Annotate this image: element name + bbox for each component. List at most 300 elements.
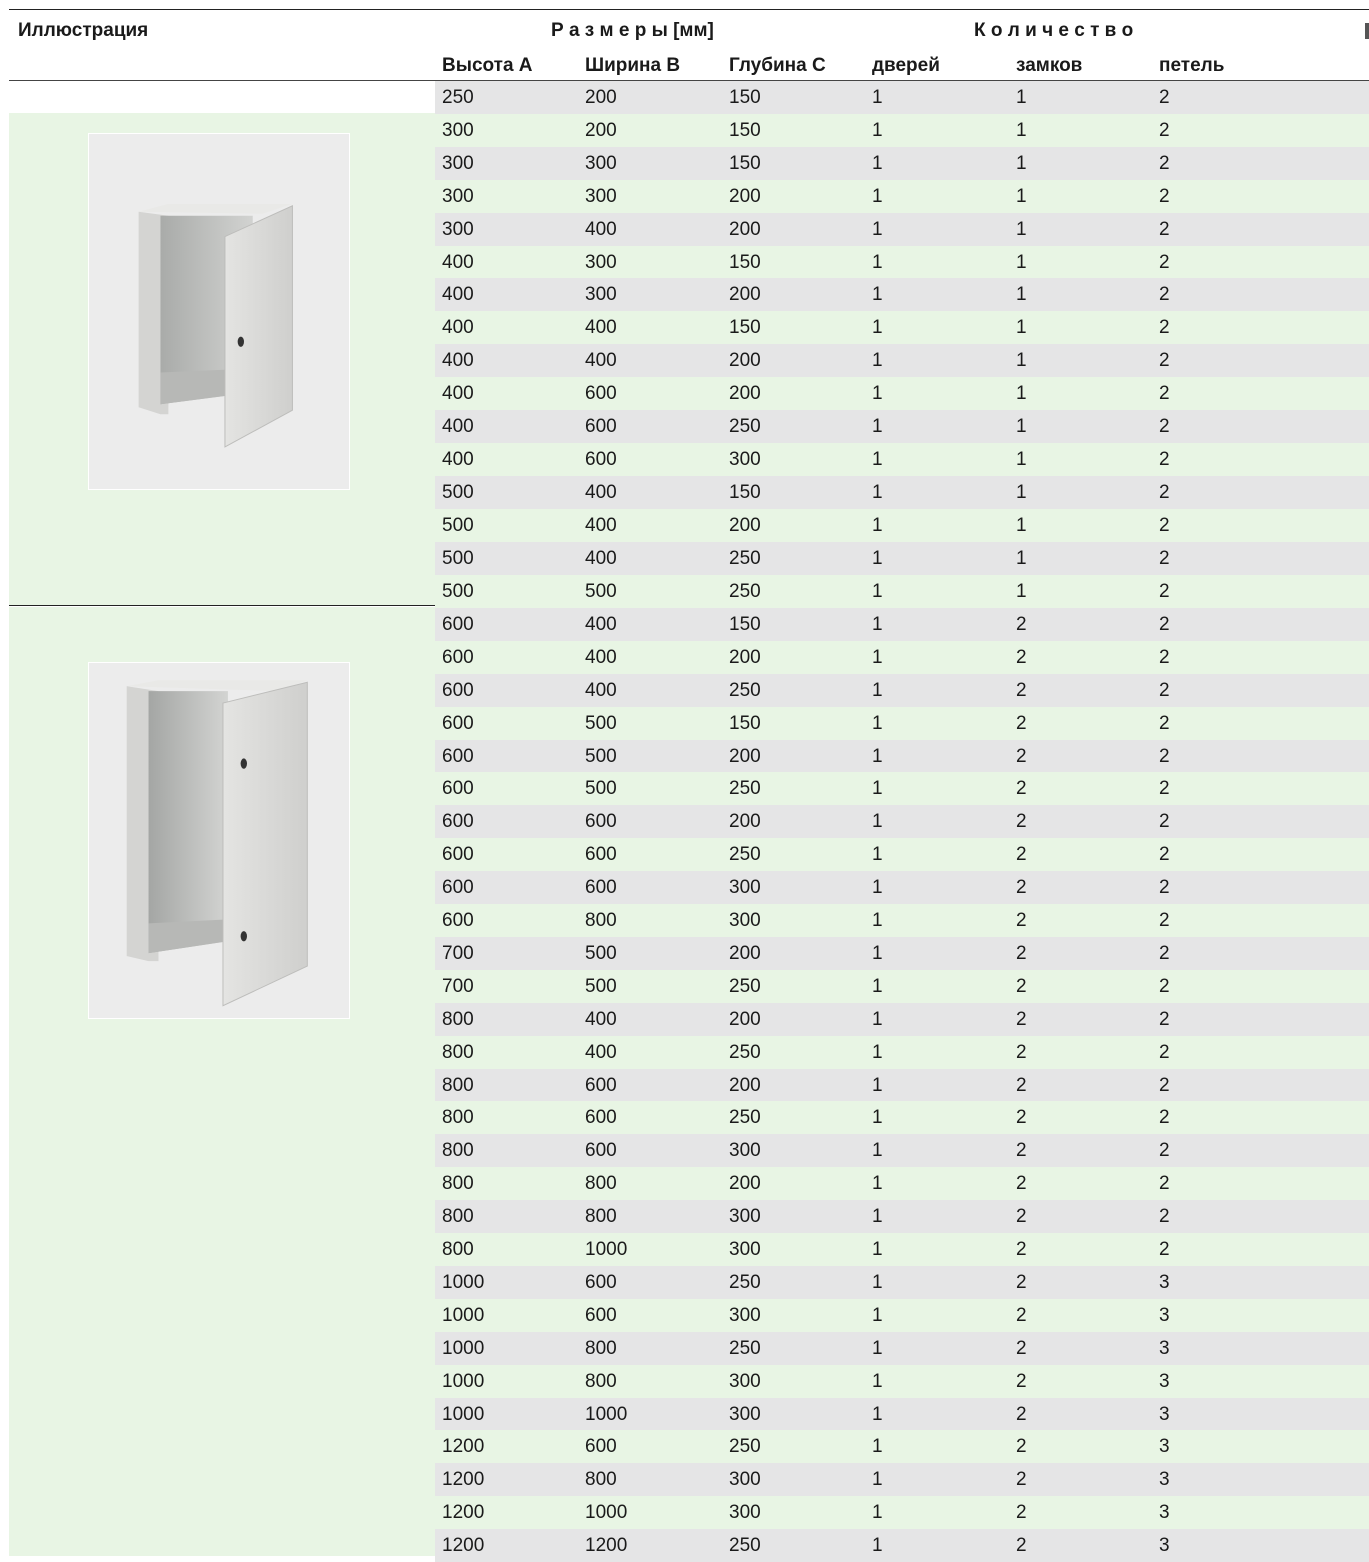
hinges-cell: 2	[1159, 547, 1170, 569]
depth-cell: 150	[729, 152, 761, 174]
doors-cell: 1	[872, 383, 883, 405]
height-cell: 600	[442, 679, 474, 701]
locks-cell: 1	[1016, 416, 1027, 437]
two-lock-cabinet-photo	[88, 662, 350, 1019]
depth-cell: 250	[729, 1271, 761, 1293]
width-cell: 400	[585, 317, 617, 339]
depth-cell: 200	[729, 1173, 761, 1195]
width-cell: 1200	[585, 1535, 628, 1557]
height-cell: 600	[442, 811, 474, 833]
doors-cell: 1	[872, 613, 883, 635]
width-cell: 800	[585, 1206, 617, 1228]
doors-cell: 1	[872, 778, 883, 800]
depth-cell: 250	[729, 778, 761, 800]
locks-cell: 2	[1016, 745, 1027, 767]
hinges-cell: 2	[1159, 580, 1170, 602]
doors-cell: 1	[872, 580, 883, 602]
height-cell: 1000	[442, 1370, 485, 1392]
hinges-cell: 3	[1159, 1535, 1170, 1557]
depth-cell: 300	[729, 448, 761, 470]
locks-cell: 2	[1016, 1206, 1027, 1228]
locks-cell: 2	[1016, 1469, 1027, 1491]
col-hinges-header: петель	[1159, 55, 1225, 76]
doors-cell: 1	[872, 1436, 883, 1458]
table-row	[435, 1233, 1369, 1266]
depth-cell: 200	[729, 218, 761, 240]
doors-cell: 1	[872, 185, 883, 207]
doors-cell: 1	[872, 646, 883, 668]
doors-cell: 1	[872, 350, 883, 372]
depth-cell: 150	[729, 481, 761, 503]
height-cell: 300	[442, 152, 474, 174]
hinges-cell: 2	[1159, 448, 1170, 470]
locks-cell: 2	[1016, 1304, 1027, 1326]
locks-cell: 1	[1016, 317, 1027, 339]
table-row	[435, 1463, 1369, 1496]
height-cell: 1000	[442, 1271, 485, 1293]
depth-cell: 200	[729, 1008, 761, 1030]
hinges-cell: 2	[1159, 1074, 1170, 1096]
width-cell: 400	[585, 218, 617, 240]
hinges-cell: 2	[1159, 1008, 1170, 1030]
depth-cell: 200	[729, 646, 761, 668]
table-row	[435, 707, 1369, 740]
table-row	[435, 377, 1369, 410]
col-dimensions-header: Р а з м е р ы [мм]	[551, 20, 714, 41]
locks-cell: 1	[1016, 383, 1027, 405]
height-cell: 600	[442, 844, 474, 866]
doors-cell: 1	[872, 448, 883, 470]
height-cell: 500	[442, 481, 474, 503]
height-cell: 700	[442, 942, 474, 964]
height-cell: 1200	[442, 1436, 485, 1458]
width-cell: 400	[585, 613, 617, 635]
locks-cell: 2	[1016, 811, 1027, 833]
doors-cell: 1	[872, 1535, 883, 1557]
doors-cell: 1	[872, 942, 883, 964]
locks-cell: 2	[1016, 1403, 1027, 1425]
doors-cell: 1	[872, 1271, 883, 1293]
doors-cell: 1	[872, 416, 883, 437]
col-width-header: Ширина B	[585, 55, 681, 76]
width-cell: 400	[585, 1041, 617, 1063]
depth-cell: 250	[729, 580, 761, 602]
height-cell: 600	[442, 745, 474, 767]
depth-cell: 200	[729, 942, 761, 964]
height-cell: 600	[442, 778, 474, 800]
depth-cell: 300	[729, 1304, 761, 1326]
doors-cell: 1	[872, 547, 883, 569]
doors-cell: 1	[872, 119, 883, 141]
doors-cell: 1	[872, 152, 883, 174]
hinges-cell: 3	[1159, 1436, 1170, 1458]
height-cell: 800	[442, 1008, 474, 1030]
table-row	[435, 871, 1369, 904]
height-cell: 600	[442, 646, 474, 668]
width-cell: 400	[585, 514, 617, 536]
width-cell: 500	[585, 975, 617, 997]
width-cell: 800	[585, 1337, 617, 1359]
hinges-cell: 2	[1159, 1239, 1170, 1260]
locks-cell: 2	[1016, 1041, 1027, 1063]
doors-cell: 1	[872, 745, 883, 767]
hinges-cell: 2	[1159, 679, 1170, 701]
hinges-cell: 2	[1159, 942, 1170, 964]
two-lock-cabinet-icon	[89, 663, 349, 1018]
locks-cell: 2	[1016, 1008, 1027, 1030]
width-cell: 600	[585, 844, 617, 866]
hinges-cell: 3	[1159, 1403, 1170, 1425]
height-cell: 500	[442, 547, 474, 569]
table-row	[435, 246, 1369, 279]
height-cell: 400	[442, 383, 474, 405]
depth-cell: 300	[729, 877, 761, 899]
hinges-cell: 2	[1159, 350, 1170, 372]
hinges-cell: 2	[1159, 383, 1170, 405]
locks-cell: 2	[1016, 646, 1027, 668]
depth-cell: 250	[729, 1041, 761, 1063]
height-cell: 300	[442, 185, 474, 207]
hinges-cell: 2	[1159, 1107, 1170, 1129]
hinges-cell: 2	[1159, 975, 1170, 997]
table-row	[435, 278, 1369, 311]
locks-cell: 1	[1016, 87, 1027, 108]
locks-cell: 2	[1016, 679, 1027, 701]
height-cell: 800	[442, 1206, 474, 1228]
height-cell: 800	[442, 1239, 474, 1260]
doors-cell: 1	[872, 1140, 883, 1162]
width-cell: 500	[585, 712, 617, 734]
width-cell: 400	[585, 646, 617, 668]
doors-cell: 1	[872, 317, 883, 339]
locks-cell: 2	[1016, 1535, 1027, 1557]
depth-cell: 200	[729, 745, 761, 767]
locks-cell: 2	[1016, 1436, 1027, 1458]
height-cell: 800	[442, 1140, 474, 1162]
height-cell: 1000	[442, 1403, 485, 1425]
depth-cell: 200	[729, 1074, 761, 1096]
locks-cell: 2	[1016, 1337, 1027, 1359]
table-row	[435, 1134, 1369, 1167]
width-cell: 600	[585, 1271, 617, 1293]
hinges-cell: 2	[1159, 481, 1170, 503]
depth-cell: 200	[729, 514, 761, 536]
doors-cell: 1	[872, 811, 883, 833]
locks-cell: 2	[1016, 975, 1027, 997]
locks-cell: 2	[1016, 1074, 1027, 1096]
doors-cell: 1	[872, 87, 883, 108]
height-cell: 600	[442, 613, 474, 635]
table-row	[435, 213, 1369, 246]
hinges-cell: 2	[1159, 745, 1170, 767]
table-row	[435, 147, 1369, 180]
width-cell: 1000	[585, 1502, 628, 1524]
hinges-cell: 2	[1159, 646, 1170, 668]
doors-cell: 1	[872, 1469, 883, 1491]
doors-cell: 1	[872, 1502, 883, 1524]
height-cell: 300	[442, 119, 474, 141]
depth-cell: 250	[729, 1436, 761, 1458]
doors-cell: 1	[872, 218, 883, 240]
table-row	[435, 1036, 1369, 1069]
table-row	[435, 740, 1369, 773]
width-cell: 800	[585, 910, 617, 931]
top-rule	[9, 9, 1369, 10]
locks-cell: 2	[1016, 910, 1027, 931]
locks-cell: 1	[1016, 547, 1027, 569]
locks-cell: 1	[1016, 251, 1027, 273]
hinges-cell: 2	[1159, 778, 1170, 800]
doors-cell: 1	[872, 1370, 883, 1392]
width-cell: 600	[585, 1436, 617, 1458]
height-cell: 1000	[442, 1304, 485, 1326]
table-row	[435, 114, 1369, 147]
locks-cell: 1	[1016, 119, 1027, 141]
width-cell: 800	[585, 1173, 617, 1195]
width-cell: 600	[585, 1140, 617, 1162]
doors-cell: 1	[872, 712, 883, 734]
height-cell: 1200	[442, 1502, 485, 1524]
locks-cell: 1	[1016, 481, 1027, 503]
locks-cell: 2	[1016, 712, 1027, 734]
width-cell: 400	[585, 679, 617, 701]
hinges-cell: 2	[1159, 284, 1170, 306]
height-cell: 800	[442, 1173, 474, 1195]
cut-off-header-mark	[1365, 23, 1369, 39]
height-cell: 400	[442, 416, 474, 437]
hinges-cell: 3	[1159, 1469, 1170, 1491]
width-cell: 500	[585, 778, 617, 800]
width-cell: 300	[585, 251, 617, 273]
doors-cell: 1	[872, 844, 883, 866]
doors-cell: 1	[872, 975, 883, 997]
doors-cell: 1	[872, 481, 883, 503]
hinges-cell: 2	[1159, 152, 1170, 174]
height-cell: 400	[442, 251, 474, 273]
hinges-cell: 2	[1159, 119, 1170, 141]
locks-cell: 1	[1016, 284, 1027, 306]
table-row	[435, 81, 1369, 114]
locks-cell: 2	[1016, 613, 1027, 635]
col-quantity-header: К о л и ч е с т в о	[974, 20, 1134, 41]
width-cell: 600	[585, 448, 617, 470]
hinges-cell: 2	[1159, 910, 1170, 931]
depth-cell: 300	[729, 910, 761, 931]
height-cell: 600	[442, 910, 474, 931]
width-cell: 300	[585, 185, 617, 207]
table-row	[435, 1365, 1369, 1398]
doors-cell: 1	[872, 877, 883, 899]
locks-cell: 2	[1016, 877, 1027, 899]
depth-cell: 150	[729, 251, 761, 273]
table-row	[435, 443, 1369, 476]
hinges-cell: 2	[1159, 811, 1170, 833]
hinges-cell: 2	[1159, 317, 1170, 339]
height-cell: 400	[442, 350, 474, 372]
doors-cell: 1	[872, 1041, 883, 1063]
hinges-cell: 3	[1159, 1502, 1170, 1524]
height-cell: 700	[442, 975, 474, 997]
depth-cell: 150	[729, 712, 761, 734]
height-cell: 800	[442, 1074, 474, 1096]
table-row	[435, 838, 1369, 871]
locks-cell: 2	[1016, 1239, 1027, 1260]
depth-cell: 250	[729, 547, 761, 569]
doors-cell: 1	[872, 251, 883, 273]
width-cell: 600	[585, 1107, 617, 1129]
table-row	[435, 509, 1369, 542]
table-row	[435, 1101, 1369, 1134]
height-cell: 250	[442, 87, 474, 108]
hinges-cell: 2	[1159, 1041, 1170, 1063]
depth-cell: 300	[729, 1206, 761, 1228]
hinges-cell: 2	[1159, 844, 1170, 866]
width-cell: 600	[585, 1074, 617, 1096]
locks-cell: 2	[1016, 1173, 1027, 1195]
hinges-cell: 3	[1159, 1370, 1170, 1392]
table-row	[435, 1200, 1369, 1233]
height-cell: 600	[442, 712, 474, 734]
height-cell: 600	[442, 877, 474, 899]
hinges-cell: 3	[1159, 1304, 1170, 1326]
doors-cell: 1	[872, 514, 883, 536]
locks-cell: 2	[1016, 1140, 1027, 1162]
doors-cell: 1	[872, 1008, 883, 1030]
table-row	[435, 1496, 1369, 1529]
table-row	[435, 904, 1369, 937]
doors-cell: 1	[872, 1107, 883, 1129]
height-cell: 400	[442, 448, 474, 470]
width-cell: 300	[585, 284, 617, 306]
doors-cell: 1	[872, 679, 883, 701]
depth-cell: 150	[729, 87, 761, 108]
locks-cell: 2	[1016, 942, 1027, 964]
locks-cell: 2	[1016, 1370, 1027, 1392]
depth-cell: 200	[729, 284, 761, 306]
table-row	[435, 805, 1369, 838]
depth-cell: 300	[729, 1502, 761, 1524]
table-row	[435, 674, 1369, 707]
height-cell: 400	[442, 284, 474, 306]
hinges-cell: 2	[1159, 185, 1170, 207]
table-row	[435, 1167, 1369, 1200]
hinges-cell: 2	[1159, 613, 1170, 635]
width-cell: 300	[585, 152, 617, 174]
table-row	[435, 970, 1369, 1003]
height-cell: 500	[442, 514, 474, 536]
width-cell: 600	[585, 1304, 617, 1326]
height-cell: 400	[442, 317, 474, 339]
col-locks-header: замков	[1016, 55, 1083, 76]
table-row	[435, 641, 1369, 674]
depth-cell: 200	[729, 185, 761, 207]
width-cell: 600	[585, 877, 617, 899]
width-cell: 500	[585, 942, 617, 964]
depth-cell: 250	[729, 416, 761, 437]
width-cell: 1000	[585, 1239, 628, 1260]
locks-cell: 1	[1016, 185, 1027, 207]
hinges-cell: 2	[1159, 1140, 1170, 1162]
width-cell: 600	[585, 811, 617, 833]
depth-cell: 300	[729, 1239, 761, 1260]
doors-cell: 1	[872, 1173, 883, 1195]
width-cell: 600	[585, 416, 617, 437]
height-cell: 800	[442, 1041, 474, 1063]
height-cell: 1000	[442, 1337, 485, 1359]
hinges-cell: 2	[1159, 251, 1170, 273]
locks-cell: 1	[1016, 514, 1027, 536]
doors-cell: 1	[872, 1403, 883, 1425]
doors-cell: 1	[872, 1074, 883, 1096]
depth-cell: 150	[729, 317, 761, 339]
width-cell: 800	[585, 1469, 617, 1491]
width-cell: 400	[585, 547, 617, 569]
hinges-cell: 2	[1159, 218, 1170, 240]
height-cell: 500	[442, 580, 474, 602]
depth-cell: 250	[729, 975, 761, 997]
depth-cell: 250	[729, 1337, 761, 1359]
locks-cell: 1	[1016, 218, 1027, 240]
table-row	[435, 1266, 1369, 1299]
col-depth-header: Глубина C	[729, 55, 826, 76]
table-row	[435, 1332, 1369, 1365]
height-cell: 300	[442, 218, 474, 240]
depth-cell: 300	[729, 1370, 761, 1392]
width-cell: 200	[585, 87, 617, 108]
locks-cell: 2	[1016, 1502, 1027, 1524]
locks-cell: 2	[1016, 778, 1027, 800]
table-row	[435, 1430, 1369, 1463]
table-row	[435, 1299, 1369, 1332]
table-row	[435, 542, 1369, 575]
hinges-cell: 2	[1159, 514, 1170, 536]
depth-cell: 200	[729, 350, 761, 372]
depth-cell: 200	[729, 811, 761, 833]
table-row	[435, 937, 1369, 970]
doors-cell: 1	[872, 1337, 883, 1359]
col-doors-header: дверей	[872, 55, 940, 76]
hinges-cell: 2	[1159, 1173, 1170, 1195]
width-cell: 500	[585, 580, 617, 602]
single-door-cabinet-icon	[89, 134, 349, 489]
table-row	[435, 772, 1369, 805]
depth-cell: 150	[729, 613, 761, 635]
table-row	[435, 410, 1369, 443]
table-row	[435, 1003, 1369, 1036]
depth-cell: 300	[729, 1140, 761, 1162]
height-cell: 1200	[442, 1469, 485, 1491]
depth-cell: 250	[729, 679, 761, 701]
table-row	[435, 575, 1369, 608]
depth-cell: 250	[729, 844, 761, 866]
locks-cell: 1	[1016, 152, 1027, 174]
table-row	[435, 1398, 1369, 1431]
table-row	[435, 476, 1369, 509]
height-cell: 800	[442, 1107, 474, 1129]
width-cell: 1000	[585, 1403, 628, 1425]
doors-cell: 1	[872, 284, 883, 306]
depth-cell: 250	[729, 1535, 761, 1557]
locks-cell: 2	[1016, 1107, 1027, 1129]
table-row	[435, 311, 1369, 344]
single-door-cabinet-photo	[88, 133, 350, 490]
hinges-cell: 2	[1159, 877, 1170, 899]
width-cell: 600	[585, 383, 617, 405]
table-row	[435, 180, 1369, 213]
depth-cell: 250	[729, 1107, 761, 1129]
table-row	[435, 344, 1369, 377]
width-cell: 400	[585, 1008, 617, 1030]
